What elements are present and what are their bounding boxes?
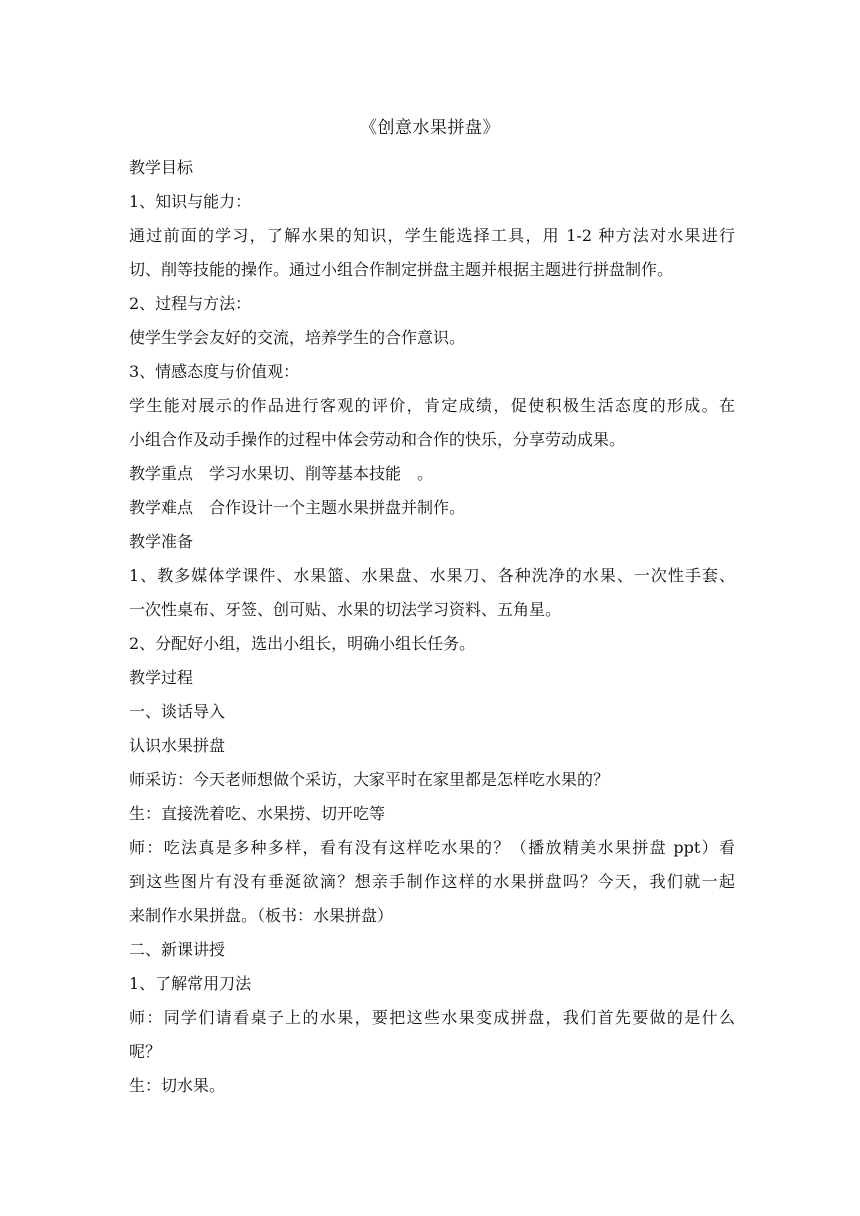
- paragraph-line: 师：同学们请看桌子上的水果，要把这些水果变成拼盘，我们首先要做的是什么: [129, 1008, 735, 1027]
- paragraph-line: 1、教多媒体学课件、水果篮、水果盘、水果刀、各种洗净的水果、一次性手套、: [129, 566, 735, 585]
- paragraph-line: 生：直接洗着吃、水果捞、切开吃等: [129, 804, 386, 823]
- paragraph-line: 3、情感态度与价值观：: [129, 362, 300, 381]
- paragraph-line: 一、谈话导入: [129, 702, 226, 721]
- paragraph-line: 学生能对展示的作品进行客观的评价，肯定成绩，促使积极生活态度的形成。在: [129, 396, 735, 415]
- paragraph-line: 通过前面的学习，了解水果的知识，学生能选择工具，用 1-2 种方法对水果进行: [129, 226, 735, 245]
- paragraph-line: 小组合作及动手操作的过程中体会劳动和合作的快乐，分享劳动成果。: [129, 430, 626, 449]
- document-title: 《创意水果拼盘》: [360, 118, 500, 138]
- paragraph-line: 来制作水果拼盘。（板书：水果拼盘）: [129, 906, 394, 925]
- paragraph-line: 教学准备: [129, 532, 194, 551]
- paragraph-line: 认识水果拼盘: [129, 736, 226, 755]
- paragraph-line: 2、过程与方法：: [129, 294, 252, 313]
- paragraph-line: 一次性桌布、牙签、创可贴、水果的切法学习资料、五角星。: [129, 600, 562, 619]
- paragraph-line: 生：切水果。: [129, 1076, 226, 1095]
- paragraph-line: 二、新课讲授: [129, 940, 226, 959]
- paragraph-line: 呢？: [129, 1042, 162, 1061]
- paragraph-line: 教学目标: [129, 158, 194, 177]
- document-body: [129, 151, 735, 1103]
- paragraph-line: 2、分配好小组，选出小组长，明确小组长任务。: [129, 634, 476, 653]
- paragraph-line: 切、削等技能的操作。通过小组合作制定拼盘主题并根据主题进行拼盘制作。: [129, 260, 674, 279]
- paragraph-line: 师：吃法真是多种多样，看有没有这样吃水果的？（播放精美水果拼盘 ppt）看: [129, 838, 735, 857]
- paragraph-line: 师采访：今天老师想做个采访，大家平时在家里都是怎样吃水果的？: [129, 770, 610, 789]
- paragraph-line: 1、知识与能力：: [129, 192, 252, 211]
- paragraph-line: 教学重点 学习水果切、削等基本技能 。: [129, 464, 434, 483]
- paragraph-line: 教学过程: [129, 668, 194, 687]
- paragraph-line: 到这些图片有没有垂涎欲滴？想亲手制作这样的水果拼盘吗？今天，我们就一起: [129, 872, 735, 891]
- paragraph-line: 1、了解常用刀法: [129, 974, 252, 993]
- paragraph-line: 使学生学会友好的交流，培养学生的合作意识。: [129, 328, 466, 347]
- paragraph-line: 教学难点 合作设计一个主题水果拼盘并制作。: [129, 498, 466, 517]
